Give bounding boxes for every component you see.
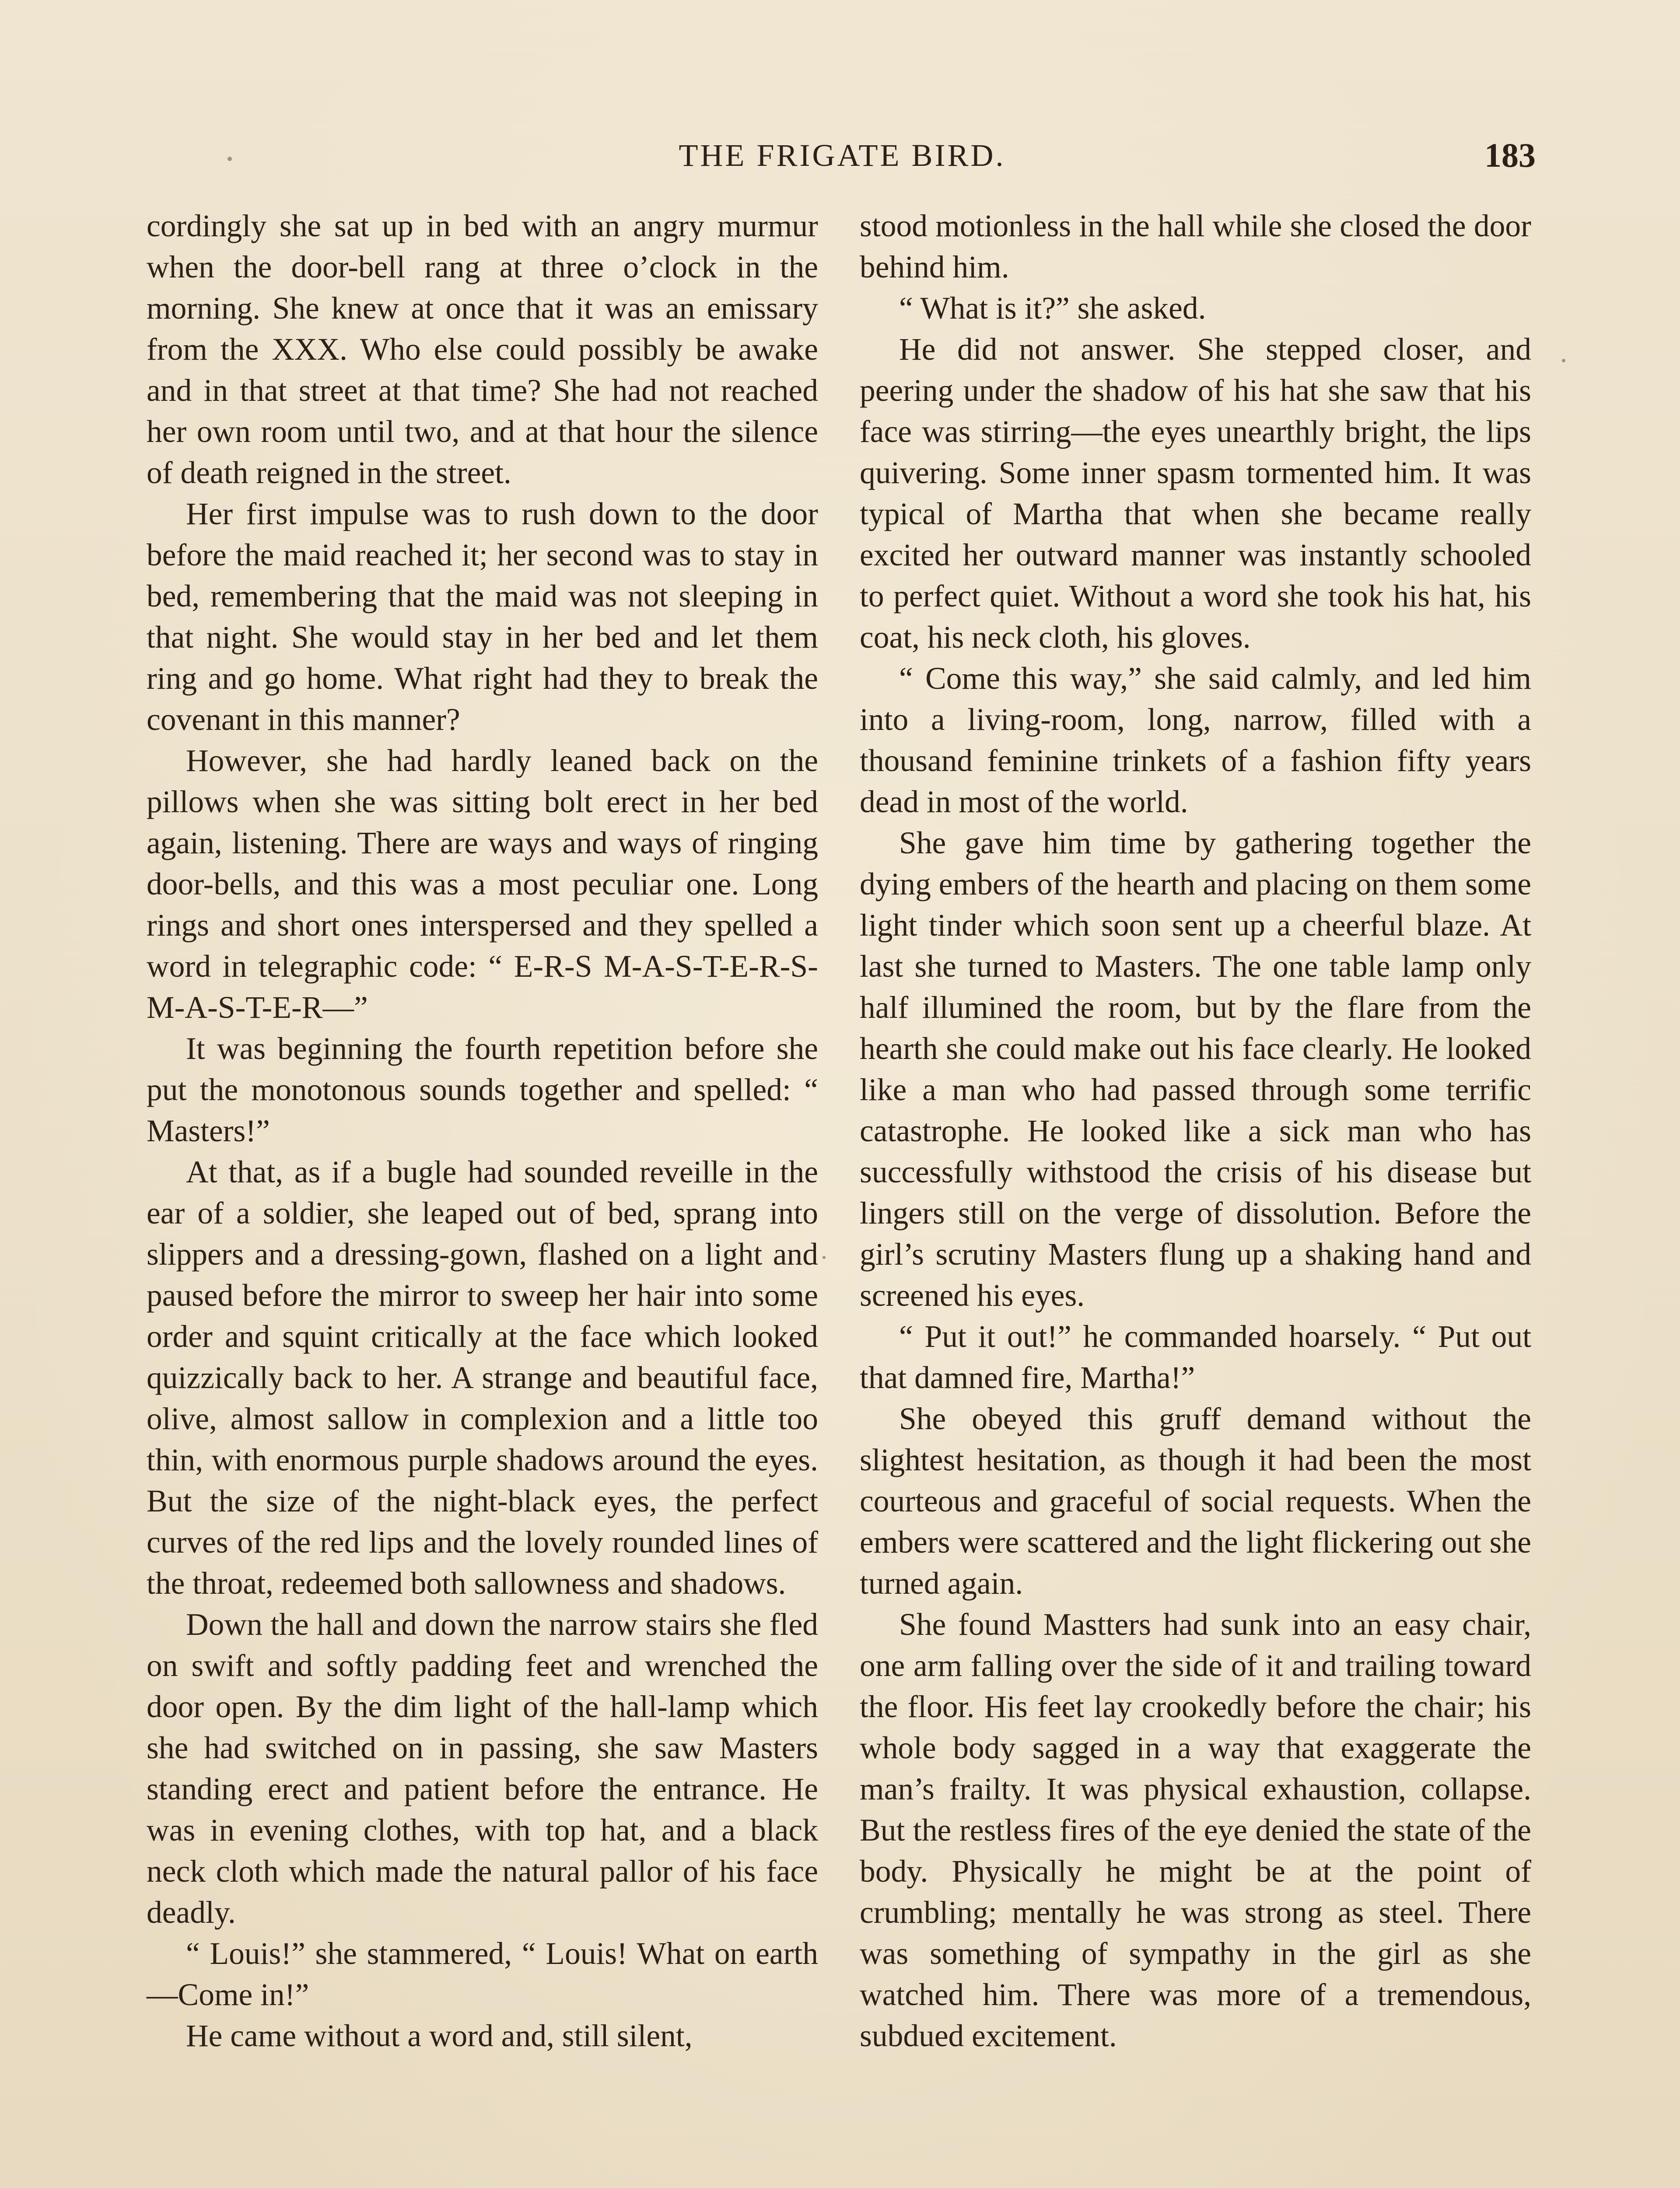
page-number: 183: [1484, 136, 1536, 174]
print-speck: [822, 1256, 826, 1259]
paragraph: Down the hall and down the narrow stairs she fled on swift and softly padding feet and wrenched the door open. By the dim light of the hall-lamp which she had switched on in passing, she saw Masters standing erect and patient before the entrance. He was in evening clothes, with top hat, and a black neck cloth which made the natural pallor of his face deadly.: [147, 1607, 818, 1930]
paragraph: “ Put it out!” he commanded hoarsely. “ Put out that damned fire, Martha!”: [860, 1319, 1531, 1395]
text-column-left: [147, 206, 818, 2057]
paragraph: Her first impulse was to rush down to the door before the maid reached it; her second was to stay in bed, remembering that the maid was not sleeping in that night. She would stay in her bed and let them ring and go home. What right had they to break the covenant in this manner?: [147, 497, 818, 737]
text-column-right: [860, 206, 1531, 2057]
running-head: THE FRIGATE BIRD.: [679, 138, 1006, 173]
paragraph: However, she had hardly leaned back on the pillows when she was sitting bolt erect in her bed again, listening. There are ways and ways of ringing door-bells, and this was a most peculiar one. Long rings and short ones interspersed and they spelled a word in telegraphic code: “ E-R-S M-A-S-T-E-R-S-M-A-S-T-E-R—”: [147, 743, 818, 1025]
paragraph: cordingly she sat up in bed with an angry murmur when the door-bell rang at three o’clock in the morning. She knew at once that it was an emissary from the XXX. Who else could possibly be awake and in that street at that time? She had not reached her own room until two, and at that hour the silence of death reigned in the street.: [147, 209, 818, 490]
paragraph: He did not answer. She stepped closer, and peering under the shadow of his hat she saw that his face was stirring—the eyes unearthly bright, the lips quivering. Some inner spasm tormented him. It was typical of Martha that when she became really excited her outward manner was instantly schooled to perfect quiet. Without a word she took his hat, his coat, his neck cloth, his gloves.: [860, 332, 1531, 655]
page-header: [149, 131, 1536, 184]
paragraph: “ Louis!” she stammered, “ Louis! What on earth—Come in!”: [147, 1936, 818, 2012]
paragraph: It was beginning the fourth repetition before she put the monotonous sounds together and spelled: “ Masters!”: [147, 1031, 818, 1148]
paragraph: “ Come this way,” she said calmly, and led him into a living-room, long, narrow, filled with a thousand feminine trinkets of a fashion fifty years dead in most of the world.: [860, 661, 1531, 819]
paragraph: She obeyed this gruff demand without the slightest hesitation, as though it had been the most courteous and graceful of social requests. When the embers were scattered and the light flickering out she turned again.: [860, 1402, 1531, 1601]
paragraph: stood motionless in the hall while she closed the door behind him.: [860, 209, 1531, 284]
paragraph: At that, as if a bugle had sounded reveille in the ear of a soldier, she leaped out of bed, sprang into slippers and a dressing-gown, flashed on a light and paused before the mirror to sweep her hair into some order and squint critically at the face which looked quizzically back to her. A strange and beautiful face, olive, almost sallow in complexion and a little too thin, with enormous purple shadows around the eyes. But the size of the night-black eyes, the perfect curves of the red lips and the lovely rounded lines of the throat, redeemed both sallowness and shadows.: [147, 1155, 818, 1601]
paragraph: He came without a word and, still silent,: [186, 2019, 693, 2053]
print-speck: [1562, 359, 1565, 362]
paragraph: “ What is it?” she asked.: [899, 291, 1206, 326]
paragraph: She gave him time by gathering together the dying embers of the hearth and placing on them some light tinder which soon sent up a cheerful blaze. At last she turned to Masters. The one table lamp only half illumined the room, but by the flare from the hearth she could make out his face clearly. He looked like a man who had passed through some terrific catastrophe. He looked like a sick man who has successfully withstood the crisis of his disease but lingers still on the verge of dissolution. Before the girl’s scrutiny Masters flung up a shaking hand and screened his eyes.: [860, 826, 1531, 1313]
paragraph: She found Mastters had sunk into an easy chair, one arm falling over the side of it and trailing toward the floor. His feet lay crookedly before the chair; his whole body sagged in a way that exaggerate the man’s frailty. It was physical exhaustion, collapse. But the restless fires of the eye denied the state of the body. Physically he might be at the point of crumbling; mentally he was strong as steel. There was something of sympathy in the girl as she watched him. There was more of a tremendous, subdued excitement.: [860, 1607, 1531, 2053]
